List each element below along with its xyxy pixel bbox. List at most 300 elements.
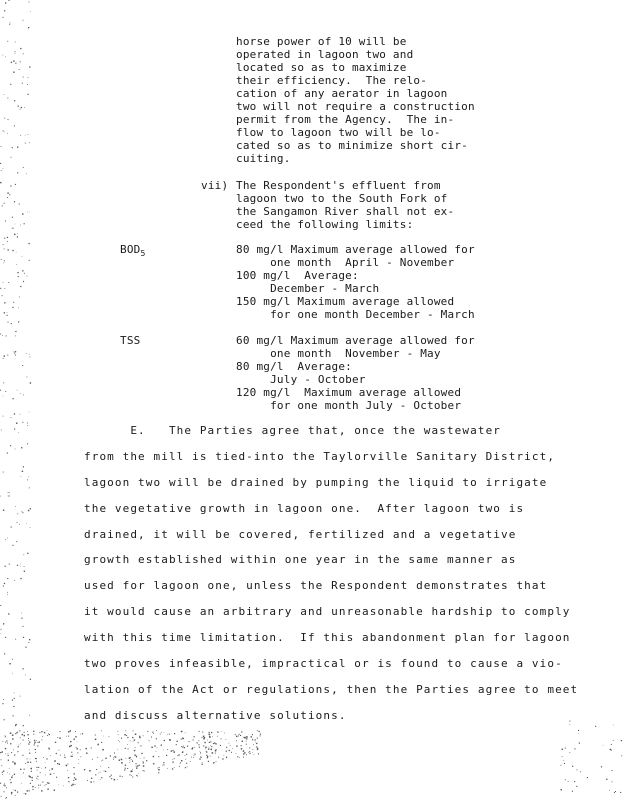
noise-speck (54, 760, 56, 762)
noise-speck (30, 679, 31, 680)
noise-speck (20, 564, 21, 565)
noise-speck (132, 737, 133, 738)
noise-speck (153, 733, 154, 734)
noise-speck (12, 738, 13, 739)
limit-line: one month November - May (236, 347, 441, 360)
noise-speck (16, 423, 17, 424)
noise-speck (22, 83, 23, 84)
noise-speck (24, 223, 25, 224)
noise-speck (185, 767, 186, 768)
noise-speck (6, 335, 7, 336)
text-line: The Respondent's effluent from (236, 179, 441, 192)
noise-speck (6, 740, 7, 741)
noise-speck (125, 765, 126, 766)
noise-speck (5, 748, 6, 749)
noise-speck (156, 751, 157, 752)
noise-speck (21, 107, 22, 108)
noise-speck (17, 234, 18, 235)
noise-speck (1, 629, 2, 630)
noise-speck (248, 752, 249, 753)
noise-speck (1, 759, 2, 760)
noise-speck (36, 758, 37, 759)
noise-speck (119, 741, 120, 742)
noise-speck (139, 765, 140, 766)
noise-speck (17, 751, 18, 752)
noise-speck (202, 764, 203, 765)
noise-speck (69, 746, 71, 748)
noise-speck (187, 767, 188, 768)
noise-speck (13, 398, 14, 399)
noise-speck (10, 779, 11, 780)
noise-speck (226, 751, 227, 752)
noise-speck (561, 765, 562, 766)
noise-speck (574, 748, 575, 749)
noise-speck (3, 623, 4, 624)
noise-speck (13, 302, 14, 303)
noise-speck (4, 132, 5, 133)
limit-line: for one month December - March (236, 308, 475, 321)
noise-speck (253, 744, 254, 745)
noise-speck (29, 142, 30, 143)
noise-speck (220, 745, 221, 746)
noise-speck (170, 740, 171, 741)
text-line: cated so as to minimize short cir- (236, 139, 468, 152)
noise-speck (153, 763, 154, 764)
noise-speck (15, 725, 16, 726)
noise-speck (3, 168, 4, 169)
noise-speck (229, 743, 230, 744)
noise-speck (97, 757, 98, 758)
noise-speck (76, 747, 77, 748)
noise-speck (12, 147, 13, 148)
noise-speck (22, 471, 23, 472)
noise-speck (45, 785, 46, 786)
noise-speck (68, 781, 69, 782)
noise-speck (252, 739, 253, 740)
noise-speck (134, 739, 135, 740)
noise-speck (60, 755, 61, 756)
noise-speck (9, 496, 10, 497)
noise-speck (15, 184, 16, 185)
noise-speck (59, 737, 60, 738)
noise-speck (8, 492, 9, 493)
noise-speck (121, 759, 123, 761)
noise-speck (110, 755, 111, 756)
noise-speck (95, 735, 96, 736)
noise-speck (574, 781, 575, 782)
noise-speck (68, 777, 69, 778)
noise-speck (7, 237, 8, 238)
noise-speck (199, 731, 200, 732)
noise-speck (180, 762, 181, 763)
noise-speck (217, 732, 218, 733)
noise-speck (12, 775, 13, 776)
noise-speck (34, 744, 35, 745)
noise-speck (215, 750, 216, 751)
noise-speck (210, 737, 211, 738)
noise-speck (23, 281, 24, 282)
noise-speck (561, 789, 562, 790)
noise-speck (29, 776, 31, 778)
noise-speck (30, 527, 31, 528)
noise-speck (231, 752, 232, 753)
noise-speck (20, 744, 21, 745)
noise-speck (28, 740, 29, 741)
noise-speck (39, 732, 40, 733)
noise-speck (72, 756, 73, 757)
noise-speck (0, 783, 1, 784)
noise-speck (7, 41, 8, 42)
noise-speck (3, 416, 4, 417)
noise-speck (125, 768, 126, 769)
noise-speck (82, 733, 83, 734)
noise-speck (135, 750, 136, 751)
noise-speck (27, 731, 28, 732)
noise-speck (203, 738, 204, 739)
noise-speck (27, 443, 28, 444)
noise-speck (3, 510, 4, 511)
noise-speck (179, 754, 180, 755)
noise-speck (2, 741, 3, 742)
noise-speck (258, 753, 259, 754)
noise-speck (191, 757, 192, 758)
noise-speck (0, 390, 1, 391)
noise-speck (130, 741, 131, 742)
noise-speck (202, 762, 203, 763)
noise-speck (204, 737, 206, 739)
noise-speck (102, 749, 104, 751)
noise-speck (46, 784, 47, 785)
noise-speck (130, 760, 131, 761)
noise-speck (46, 758, 47, 759)
noise-speck (167, 768, 168, 769)
noise-speck (57, 763, 58, 764)
noise-speck (40, 772, 41, 773)
noise-speck (25, 675, 26, 676)
noise-speck (11, 794, 12, 795)
noise-speck (77, 748, 78, 749)
noise-speck (35, 758, 36, 759)
limit-line: July - October (236, 373, 366, 386)
noise-speck (19, 69, 20, 70)
noise-speck (87, 780, 88, 781)
noise-speck (15, 63, 16, 64)
noise-speck (129, 757, 131, 759)
noise-speck (80, 756, 81, 757)
noise-speck (216, 761, 217, 762)
noise-speck (20, 61, 21, 62)
noise-speck (27, 212, 28, 213)
noise-speck (27, 479, 28, 480)
noise-speck (118, 740, 119, 741)
noise-speck (206, 751, 207, 752)
noise-speck (10, 84, 11, 85)
noise-speck (146, 760, 147, 761)
noise-speck (27, 276, 28, 277)
noise-speck (122, 776, 123, 777)
noise-speck (7, 594, 8, 595)
noise-speck (4, 118, 5, 119)
noise-speck (209, 734, 210, 735)
noise-speck (164, 732, 165, 733)
noise-speck (36, 767, 37, 768)
noise-speck (92, 759, 93, 760)
noise-speck (49, 749, 50, 750)
noise-speck (7, 453, 8, 454)
noise-speck (174, 733, 175, 734)
noise-speck (111, 778, 112, 779)
noise-speck (611, 744, 612, 745)
noise-speck (203, 745, 204, 746)
noise-speck (21, 447, 22, 448)
noise-speck (214, 742, 215, 743)
noise-speck (27, 425, 28, 426)
noise-speck (126, 758, 127, 759)
noise-speck (35, 749, 36, 750)
paragraph-line: growth established within one year in the same manner as (84, 553, 517, 566)
noise-speck (27, 758, 28, 759)
noise-speck (207, 756, 208, 757)
noise-speck (209, 742, 210, 743)
noise-speck (19, 297, 20, 298)
noise-speck (3, 55, 4, 56)
noise-speck (7, 312, 8, 313)
noise-speck (74, 739, 75, 740)
noise-speck (222, 758, 223, 759)
noise-speck (7, 133, 8, 134)
noise-speck (7, 355, 8, 356)
noise-speck (252, 752, 253, 753)
noise-speck (125, 748, 126, 749)
noise-speck (4, 94, 5, 95)
noise-speck (20, 393, 21, 394)
noise-speck (48, 734, 49, 735)
noise-speck (27, 84, 28, 85)
noise-speck (136, 756, 137, 757)
noise-speck (75, 784, 76, 785)
noise-speck (21, 783, 22, 784)
noise-speck (75, 736, 76, 737)
noise-speck (3, 585, 4, 586)
noise-speck (1, 633, 2, 634)
noise-speck (15, 790, 16, 791)
noise-speck (9, 768, 10, 769)
noise-speck (221, 738, 222, 739)
noise-speck (612, 781, 613, 782)
noise-speck (96, 769, 97, 770)
noise-speck (2, 774, 3, 775)
noise-speck (236, 740, 237, 741)
noise-speck (172, 762, 173, 763)
noise-speck (66, 736, 67, 737)
noise-speck (1, 796, 2, 797)
noise-speck (3, 771, 4, 772)
noise-speck (19, 204, 20, 205)
noise-speck (8, 755, 9, 756)
noise-speck (199, 758, 200, 759)
noise-speck (3, 263, 4, 264)
noise-speck (12, 250, 13, 251)
noise-speck (77, 742, 78, 743)
noise-speck (212, 752, 214, 754)
noise-speck (131, 759, 132, 760)
noise-speck (31, 768, 33, 770)
text-line: horse power of 10 will be (236, 35, 407, 48)
noise-speck (158, 772, 159, 773)
noise-speck (19, 745, 20, 746)
noise-speck (33, 734, 34, 735)
noise-speck (14, 72, 15, 73)
noise-speck (572, 766, 573, 767)
noise-speck (2, 751, 3, 752)
noise-speck (101, 742, 102, 743)
noise-speck (203, 732, 204, 733)
noise-speck (3, 358, 4, 359)
noise-speck (32, 780, 33, 781)
noise-speck (158, 756, 159, 757)
noise-speck (200, 751, 201, 752)
noise-speck (12, 700, 13, 701)
noise-speck (33, 789, 34, 790)
noise-speck (144, 757, 145, 758)
noise-speck (20, 48, 21, 49)
noise-speck (1, 146, 2, 147)
noise-speck (160, 734, 161, 735)
noise-speck (126, 735, 127, 736)
noise-speck (3, 244, 4, 245)
noise-speck (136, 775, 137, 776)
noise-speck (44, 732, 45, 733)
noise-speck (12, 673, 13, 674)
noise-speck (157, 748, 158, 749)
noise-speck (84, 769, 85, 770)
noise-speck (138, 742, 139, 743)
noise-speck (149, 740, 150, 741)
noise-speck (4, 10, 5, 11)
noise-speck (143, 765, 145, 767)
noise-speck (9, 663, 10, 664)
noise-speck (2, 295, 3, 296)
noise-speck (14, 429, 15, 430)
noise-speck (260, 735, 261, 736)
noise-speck (131, 771, 133, 773)
noise-speck (235, 734, 236, 735)
noise-speck (259, 731, 260, 732)
noise-speck (29, 487, 30, 488)
paragraph-line: used for lagoon one, unless the Respondent demonstrates that (84, 579, 548, 592)
noise-speck (194, 747, 195, 748)
paragraph-line: E. The Parties agree that, once the wastewater (84, 424, 502, 437)
noise-speck (181, 760, 182, 761)
noise-speck (198, 740, 199, 741)
noise-speck (23, 554, 24, 555)
noise-speck (16, 252, 17, 253)
noise-speck (23, 466, 24, 467)
noise-speck (206, 751, 207, 752)
noise-speck (0, 605, 1, 606)
noise-speck (132, 777, 133, 778)
noise-speck (1, 259, 2, 260)
noise-speck (169, 739, 171, 741)
noise-speck (36, 740, 37, 741)
noise-speck (39, 742, 40, 743)
noise-speck (17, 272, 18, 273)
noise-speck (14, 762, 15, 763)
noise-speck (23, 773, 24, 774)
limit-line: 150 mg/l Maximum average allowed (236, 295, 455, 308)
noise-speck (117, 779, 118, 780)
noise-speck (15, 763, 16, 764)
noise-speck (185, 732, 186, 733)
noise-speck (35, 787, 36, 788)
noise-speck (205, 748, 206, 749)
noise-speck (121, 738, 122, 739)
noise-speck (256, 746, 257, 747)
noise-speck (139, 737, 140, 738)
noise-speck (5, 221, 6, 222)
noise-speck (242, 748, 243, 749)
noise-speck (246, 744, 247, 745)
noise-speck (151, 747, 152, 748)
noise-speck (130, 771, 131, 772)
noise-speck (131, 775, 132, 776)
noise-speck (179, 766, 180, 767)
noise-speck (8, 119, 9, 120)
noise-speck (2, 772, 3, 773)
noise-speck (192, 748, 194, 750)
noise-speck (136, 766, 137, 767)
noise-speck (74, 773, 75, 774)
noise-speck (124, 734, 125, 735)
noise-speck (135, 747, 136, 748)
noise-speck (9, 492, 10, 493)
noise-speck (17, 792, 18, 793)
noise-speck (244, 752, 245, 753)
noise-speck (1, 170, 2, 171)
noise-speck (193, 757, 194, 758)
noise-speck (29, 412, 30, 413)
noise-speck (217, 736, 218, 737)
noise-speck (23, 725, 24, 726)
noise-speck (189, 741, 190, 742)
noise-speck (562, 749, 563, 750)
noise-speck (57, 737, 58, 738)
noise-speck (125, 768, 126, 769)
noise-speck (15, 42, 16, 43)
noise-speck (100, 772, 101, 773)
noise-speck (30, 783, 31, 784)
noise-speck (47, 735, 48, 736)
noise-speck (221, 731, 222, 732)
noise-speck (182, 752, 183, 753)
noise-speck (205, 747, 206, 748)
noise-speck (24, 793, 25, 794)
noise-speck (14, 201, 15, 202)
noise-speck (4, 583, 5, 584)
noise-speck (7, 98, 8, 99)
noise-speck (207, 740, 208, 741)
noise-speck (161, 732, 162, 733)
noise-speck (6, 787, 7, 788)
noise-speck (252, 734, 253, 735)
noise-speck (7, 772, 8, 773)
noise-speck (0, 334, 1, 335)
tss-label: TSS (120, 334, 141, 347)
noise-speck (200, 756, 201, 757)
noise-speck (169, 734, 170, 735)
noise-speck (26, 173, 27, 174)
noise-speck (8, 322, 9, 323)
